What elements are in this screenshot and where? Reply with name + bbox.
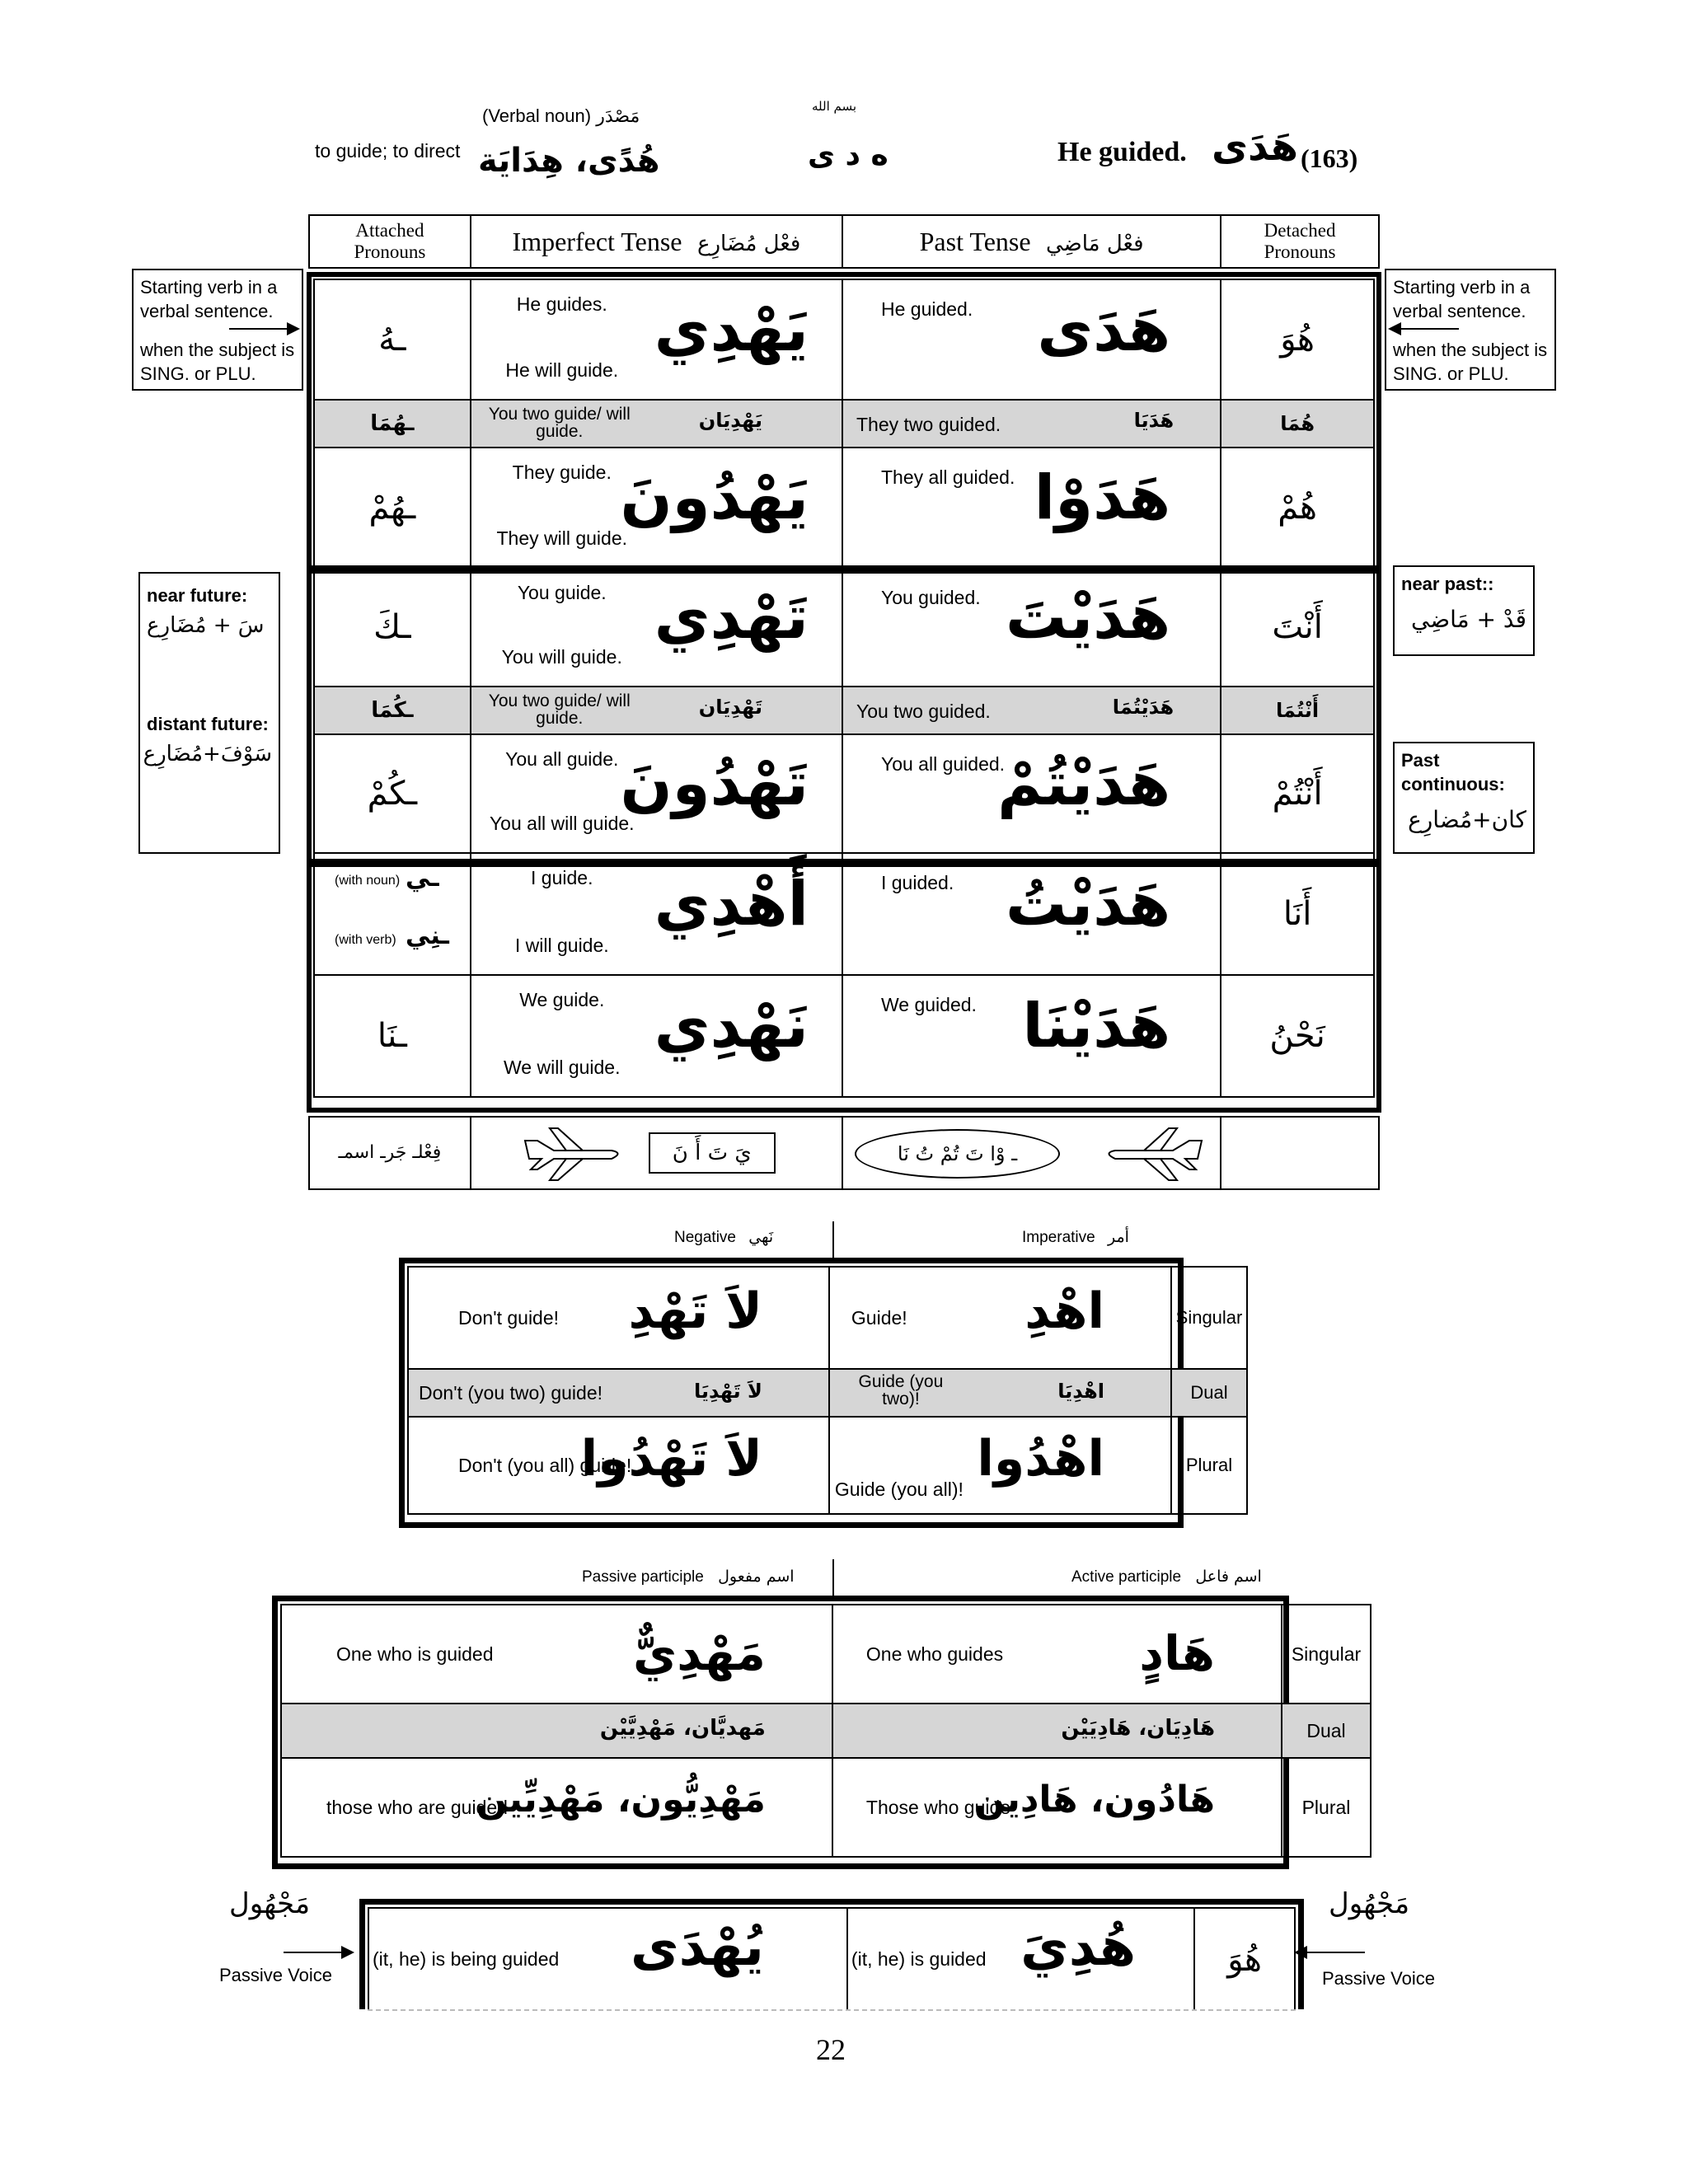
detached-pronoun-cell: هُوَ (1221, 279, 1374, 400)
past-suffixes: ـ وْا تَ تُمْ تُ نَا (855, 1129, 1060, 1179)
attached-pronoun-cell: ـهُمْ (314, 448, 471, 568)
detached-pronoun-cell: أَنْتَ (1221, 568, 1374, 687)
past-cell: We guided. هَدَيْنَا (842, 975, 1221, 1097)
negative-cell: Don't guide! لاَ تَهْدِ (408, 1267, 829, 1369)
negative-header: Negative نَهي (674, 1228, 774, 1246)
past-cell: They all guided. هَدَوْا (842, 448, 1221, 568)
meaning: to guide; to direct (315, 140, 461, 162)
attached-header: Attached Pronouns (309, 215, 471, 268)
imperfect-cell: You two guide/ will guide. يَهْدِيَان (471, 400, 842, 448)
divider (368, 2009, 1296, 2011)
conj-footer-row (308, 1116, 1380, 1190)
past-cell: I guided. هَدَيْتُ (842, 853, 1221, 975)
imperative-cell: Guide! اهْدِ (829, 1267, 1171, 1369)
detached-pronoun-cell: أَنْتُمْ (1221, 734, 1374, 853)
passive-detached-cell: هُوَ (1194, 1908, 1295, 2010)
imperative-table (407, 1266, 1248, 1515)
passive-participle-cell: those who are guided مَهْدِيُّون، مَهْدِيِّين (281, 1758, 832, 1857)
attached-pronoun-cell: (with noun) ـي (with verb) ـنِي (314, 853, 471, 975)
past-cell: They two guided. هَدَيَا (842, 400, 1221, 448)
number-label-cell: Dual (1282, 1704, 1371, 1758)
conj-row (314, 853, 1374, 975)
basmala: بسم الله (812, 99, 857, 114)
attached-pronoun-cell: ـنَا (314, 975, 471, 1097)
divider (832, 1221, 834, 1261)
conj-header-row (308, 214, 1380, 269)
imperative-cell: Guide (you two)! اهْدِيَا (829, 1369, 1171, 1417)
footer-imperfect (471, 1117, 842, 1189)
passive-past-cell: (it, he) is guided هُدِيَ (847, 1908, 1194, 2010)
past-cell: You guided. هَدَيْتَ (842, 568, 1221, 687)
divider (832, 1559, 834, 1599)
attached-pronoun-cell: ـهُ (314, 279, 471, 400)
note-right-top: Starting verb in a verbal sentence. when the subject is SING. or PLU. (1385, 269, 1556, 391)
conj-row (314, 448, 1374, 568)
passive-participle-header: Passive participle اسم مفعول (582, 1568, 795, 1586)
attached-pronoun-cell: ـكَ (314, 568, 471, 687)
passive-table (368, 1907, 1296, 2010)
detached-pronoun-cell: أَنْتُمَا (1221, 687, 1374, 734)
negative-cell: Don't (you all) guide! لاَ تَهْدُوا (408, 1417, 829, 1514)
footer-past (842, 1117, 1221, 1189)
conj-row (314, 400, 1374, 448)
participle-row (281, 1758, 1371, 1857)
past-cell: You all guided. هَدَيْتُمْ (842, 734, 1221, 853)
footer-attached: فِعْلـ جَرـ اسمـ (309, 1117, 471, 1189)
arrow-left-icon (1296, 1952, 1365, 1953)
passive-imperfect-cell: (it, he) is being guided يُهْدَى (368, 1908, 847, 2010)
past-header: Past Tense فعْل مَاضِي (842, 215, 1221, 268)
passive-left-en: Passive Voice (219, 1965, 332, 1985)
imperfect-prefixes: يَ تَ أَ نَ (649, 1132, 776, 1174)
airplane-icon (521, 1124, 628, 1182)
past-cell: You two guided. هَدَيْتُمَا (842, 687, 1221, 734)
detached-pronoun-cell: أَنَا (1221, 853, 1374, 975)
participle-row (281, 1704, 1371, 1758)
masdar-label: مَصْدَر (Verbal noun) (482, 105, 640, 126)
conj-row (314, 279, 1374, 400)
verb-number: (163) (1301, 143, 1358, 173)
page-number: 22 (816, 2033, 846, 2066)
imperfect-header: Imperfect Tense فعْل مُضَارِع (471, 215, 842, 268)
number-label-cell: Dual (1171, 1369, 1247, 1417)
detached-header: Detached Pronouns (1221, 215, 1379, 268)
imperative-header: Imperative أمر (1022, 1228, 1129, 1246)
note-past-continuous: Past continuous: كان+مُضارِع (1393, 742, 1535, 854)
masdar: هُدًى، هِدَايَة (478, 142, 660, 180)
arrow-right-icon (229, 328, 298, 330)
imperfect-cell: We guide. We will guide. نَهْدِي (471, 975, 842, 1097)
number-label-cell: Plural (1171, 1417, 1247, 1514)
conjugation-table (313, 279, 1375, 1098)
attached-pronoun-cell: ـهُمَا (314, 400, 471, 448)
conj-row (314, 568, 1374, 687)
imperfect-cell: You guide. You will guide. تَهْدِي (471, 568, 842, 687)
passive-participle-cell: One who is guided مَهْدِيٌّ (281, 1605, 832, 1704)
conj-row (314, 687, 1374, 734)
note-left-top: Starting verb in a verbal sentence. when the subject is SING. or PLU. (132, 269, 303, 391)
airplane-icon (1082, 1124, 1206, 1182)
passive-participle-cell: مَهديَّان، مَهْدِيَّيْن (281, 1704, 832, 1758)
imperative-row (408, 1417, 1247, 1514)
imperative-row (408, 1369, 1247, 1417)
number-label-cell: Plural (1282, 1758, 1371, 1857)
verb-en: He guided. (1057, 137, 1187, 167)
arrow-left-icon (1390, 328, 1459, 330)
past-cell: He guided. هَدَى (842, 279, 1221, 400)
number-label-cell: Singular (1282, 1605, 1371, 1704)
conj-row (314, 975, 1374, 1097)
passive-right-ar: مَجْهُول (1329, 1887, 1410, 1920)
imperfect-cell: He guides. He will guide. يَهْدِي (471, 279, 842, 400)
imperfect-cell: They guide. They will guide. يَهْدُونَ (471, 448, 842, 568)
participle-row (281, 1605, 1371, 1704)
active-participle-cell: هَادِيَان، هَادِيَيْن (832, 1704, 1282, 1758)
footer-detached (1221, 1117, 1379, 1189)
passive-left-ar: مَجْهُول (229, 1887, 311, 1920)
attached-pronoun-cell: ـكُمَا (314, 687, 471, 734)
note-future: near future: سَ + مُضَارِع distant future: سَوْفَ+مُضَارِع (138, 572, 280, 854)
conj-row (314, 734, 1374, 853)
note-near-past: near past:: قَدْ + مَاضِي (1393, 565, 1535, 656)
imperative-cell: Guide (you all)! اهْدُوا (829, 1417, 1171, 1514)
number-label-cell: Singular (1171, 1267, 1247, 1369)
active-participle-cell: One who guides هَادٍ (832, 1605, 1282, 1704)
detached-pronoun-cell: هُمَا (1221, 400, 1374, 448)
arrow-right-icon (284, 1952, 353, 1953)
attached-pronoun-cell: ـكُمْ (314, 734, 471, 853)
participle-table (280, 1604, 1372, 1858)
detached-pronoun-cell: هُمْ (1221, 448, 1374, 568)
imperfect-cell: You all guide. You all will guide. تَهْدُونَ (471, 734, 842, 853)
imperfect-cell: You two guide/ will guide. تَهْدِيَان (471, 687, 842, 734)
passive-right-en: Passive Voice (1322, 1968, 1435, 1989)
root: ه د ى (808, 138, 889, 172)
active-participle-cell: Those who guide هَادُون، هَادِين (832, 1758, 1282, 1857)
negative-cell: Don't (you two) guide! لاَ تَهْدِيَا (408, 1369, 829, 1417)
detached-pronoun-cell: نَحْنُ (1221, 975, 1374, 1097)
active-participle-header: Active participle اسم فاعل (1071, 1568, 1262, 1586)
imperative-row (408, 1267, 1247, 1369)
imperfect-cell: I guide. I will guide. أَهْدِي (471, 853, 842, 975)
verb-ar: هَدَى (1212, 124, 1298, 170)
